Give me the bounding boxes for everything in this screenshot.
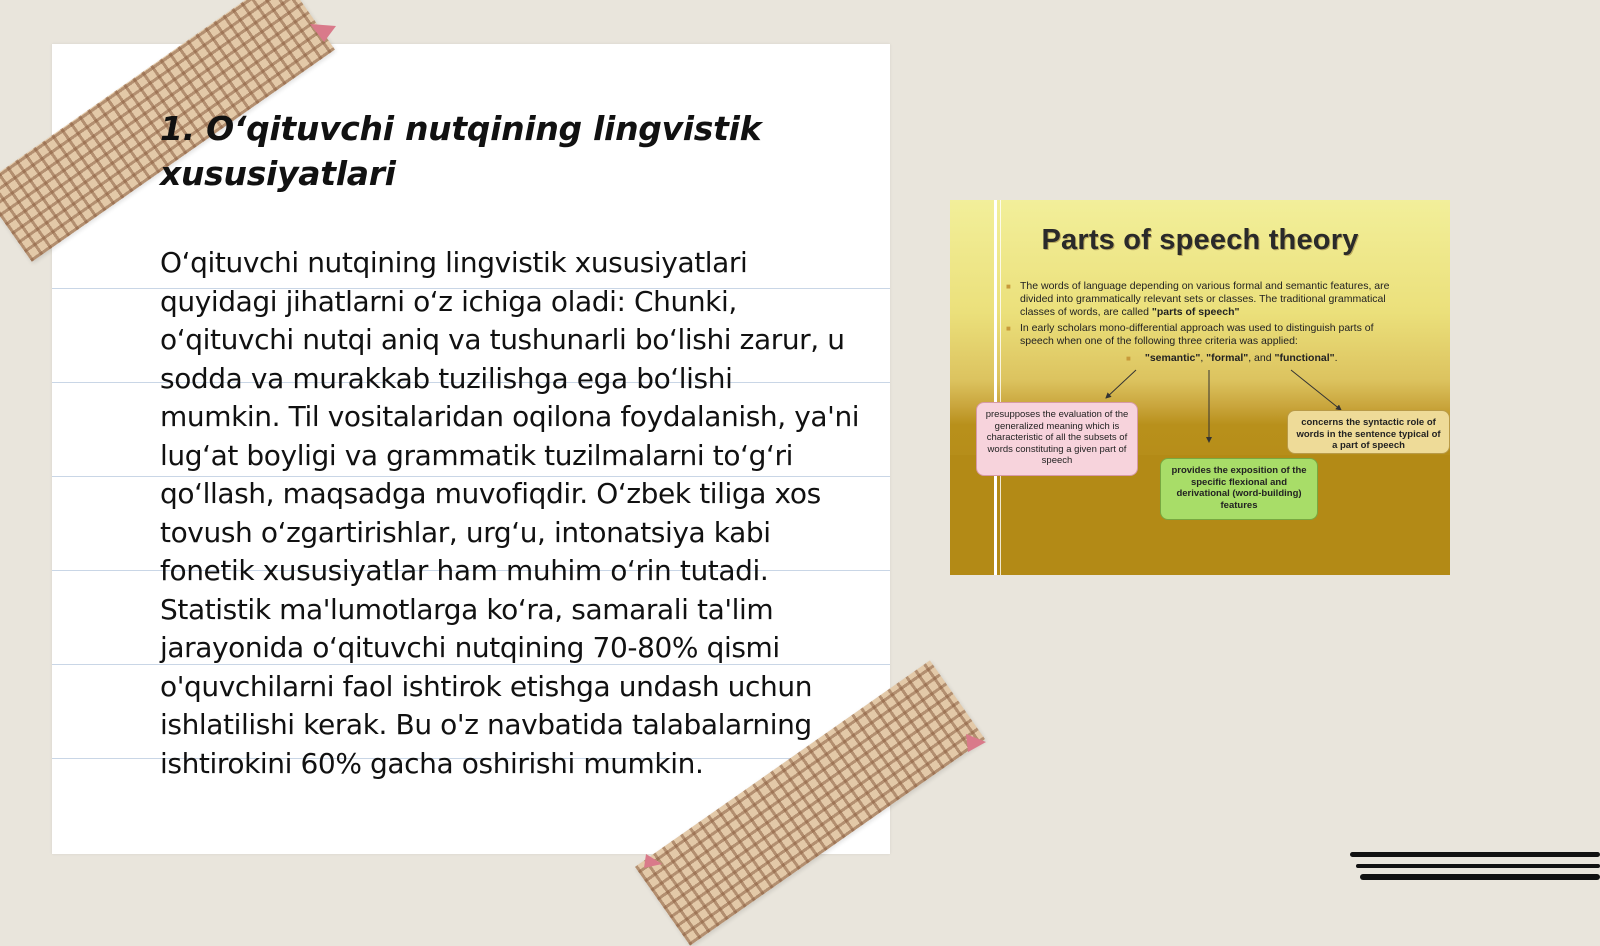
brush-stroke <box>1356 864 1600 868</box>
box-functional-criterion: concerns the syntactic role of words in the sentence typical of a part of speech <box>1287 410 1450 454</box>
tape-tip-bottom-left <box>640 850 680 890</box>
criterion-semantic: "semantic" <box>1144 352 1201 364</box>
tape-tip-top-left <box>306 18 346 48</box>
bullet-icon: ■ <box>1126 354 1131 363</box>
bullet-1-text: The words of language depending on various formal and semantic features, are divided into grammatically relevant sets or classes. The traditional grammatical classes of words, are called <box>1020 280 1390 318</box>
tape-tip-bottom-right <box>962 730 1002 770</box>
criterion-formal: "formal" <box>1206 352 1249 364</box>
slide-body-text: O‘qituvchi nutqining lingvistik xususiyatlari quyidagi jihatlarni o‘z ichiga oladi: Chunki, o‘qituvchi nutqi aniq va tushunarli bo‘lishi zarur, u sodda va murakkab tuzilishga ega bo‘lishi mumkin. Til vositalaridan oqilona foydalanish, ya'ni lug‘at boyligi va grammatik tuzilmalarni to‘g‘ri qo‘llash, maqsadga muvofiqdir. O‘zbek tiliga xos tovush o‘zgartirishlar, urg‘u, intonatsiya kabi fonetik xususiyatlar ham muhim o‘rin tutadi. Statistik ma'lumotlarga ko‘ra, samarali ta'lim jarayonida o‘qituvchi nutqining 70-80% qismi o'quvchilarni faol ishtirok etishga undash uchun ishlatilishi kerak. Bu o'z navbatida talabalarning ishtirokini 60% gacha oshirishi mumkin. <box>160 246 860 780</box>
parts-of-speech-figure <box>950 200 1450 575</box>
box-semantic-criterion: presupposes the evaluation of the generalized meaning which is characteristic of all the subsets of words constituting a given part of speech <box>976 402 1138 476</box>
criterion-functional: "functional" <box>1274 352 1335 364</box>
box-formal-criterion: provides the exposition of the specific flexional and derivational (word-building) features <box>1160 458 1318 520</box>
brush-stroke <box>1360 874 1600 880</box>
arrow-to-semantic <box>1106 370 1136 398</box>
figure-title: Parts of speech theory <box>1041 224 1359 256</box>
bullet-icon: ■ <box>1006 324 1011 333</box>
bullet-1-bold: "parts of speech" <box>1151 306 1240 318</box>
criteria-separator: , <box>1200 352 1207 364</box>
criteria-end: . <box>1334 352 1338 364</box>
arrow-to-functional <box>1291 370 1341 410</box>
bullet-icon: ■ <box>1006 282 1011 291</box>
criteria-separator: , and <box>1248 352 1275 364</box>
slide-title: 1. O‘qituvchi nutqining lingvistik xususiyatlari <box>160 109 762 193</box>
bullet-2-text: In early scholars mono-differential approach was used to distinguish parts of speech when one of the following three criteria was applied: <box>1020 322 1374 347</box>
brush-stroke <box>1350 852 1600 857</box>
